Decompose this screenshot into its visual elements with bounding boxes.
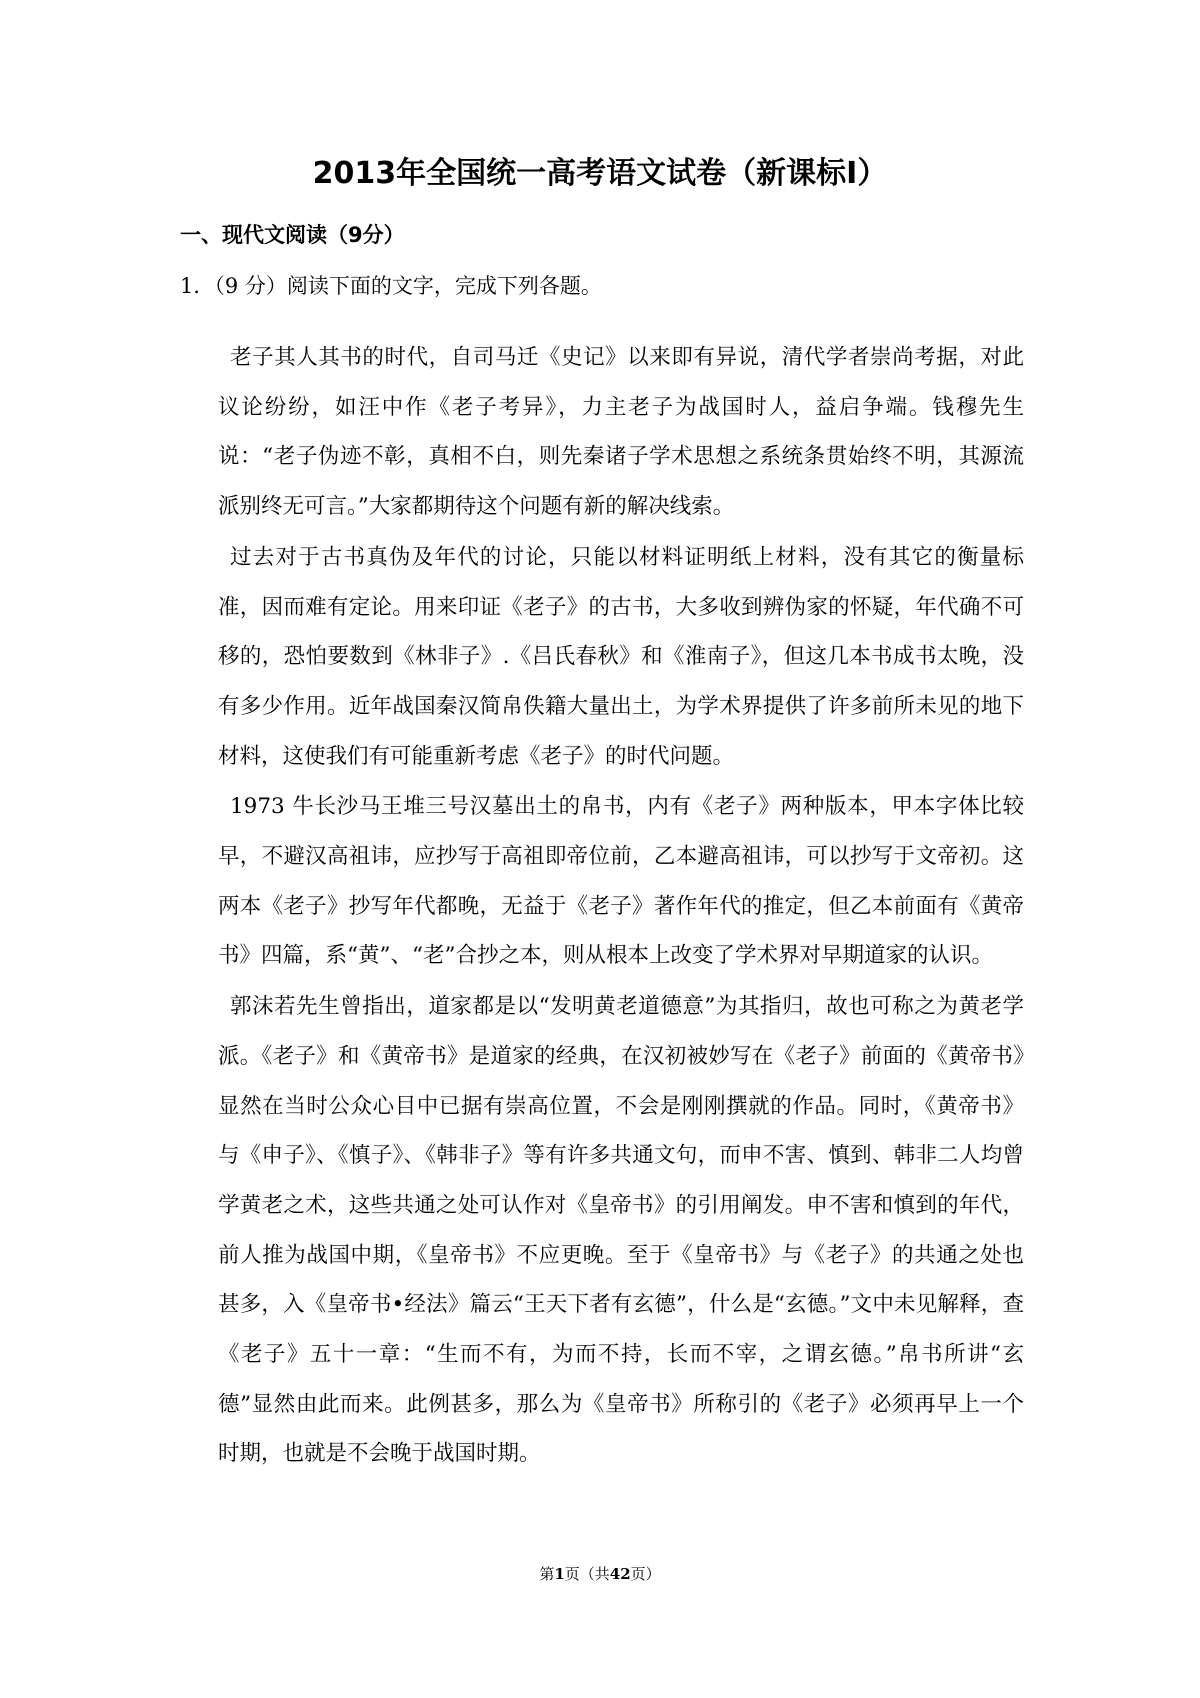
footer-page-number: 1 xyxy=(554,1565,565,1583)
page-footer xyxy=(0,1562,1200,1586)
passage-paragraph-4: 郭沫若先生曾指出，道家都是以“发明黄老道德意”为其指归，故也可称之为黄老学派。《老子》和《黄帝书》是道家的经典，在汉初被妙写在《老子》前面的《黄帝书》显然在当时公众心目中已据有崇高位置，不会是刚刚撰就的作品。同时，《黄帝书》与《申子》、《慎子》、《韩非子》等有许多共通文句，而申不害、慎到、韩非二人均曾学黄老之术，这些共通之处可认作对《皇帝书》的引用阐发。申不害和慎到的年代，前人推为战国中期，《皇帝书》不应更晚。至于《皇帝书》与《老子》的共通之处也甚多，入《皇帝书•经法》篇云“王天下者有玄德”，什么是“玄德。”文中未见解释，查《老子》五十一章：“生而不有，为而不持，长而不宰，之谓玄德。”帛书所讲“玄德”显然由此而来。此例甚多，那么为《皇帝书》所称引的《老子》必须再早上一个时期，也就是不会晚于战国时期。 xyxy=(218,994,1024,1467)
footer-suffix: 页） xyxy=(630,1565,661,1583)
passage-paragraph-1: 老子其人其书的时代，自司马迁《史记》以来即有异说，清代学者崇尚考据，对此议论纷纷，如汪中作《老子考异》，力主老子为战国时人，益启争端。钱穆先生说：“老子伪迹不彰，真相不白，则先秦诸子学术思想之系统条贯始终不明，其源流派别终无可言。”大家都期待这个问题有新的解决线索。 xyxy=(218,345,1024,520)
footer-middle: 页（共 xyxy=(564,1565,610,1583)
question-intro: 1．（9 分）阅读下面的文字，完成下列各题。 xyxy=(180,274,602,298)
footer-prefix: 第 xyxy=(539,1565,555,1583)
reading-passage xyxy=(218,333,1024,1479)
section-heading: 一、现代文阅读（9分） xyxy=(180,223,405,247)
passage-paragraph-2: 过去对于古书真伪及年代的讨论，只能以材料证明纸上材料，没有其它的衡量标准，因而难有定论。用来印证《老子》的古书，大多收到辨伪家的怀疑，年代确不可移的，恐怕要数到《林非子》.《吕氏春秋》和《淮南子》，但这几本书成书太晚，没有多少作用。近年战国秦汉简帛佚籍大量出土，为学术界提供了许多前所未见的地下材料，这使我们有可能重新考虑《老子》的时代问题。 xyxy=(218,544,1024,769)
passage-paragraph-3: 1973 牛长沙马王堆三号汉墓出土的帛书，内有《老子》两种版本，甲本字体比较早，不避汉高祖讳，应抄写于高祖即帝位前，乙本避高祖讳，可以抄写于文帝初。这两本《老子》抄写年代都晚，无益于《老子》著作年代的推定，但乙本前面有《黄帝书》四篇，系“黄”、“老”合抄之本，则从根本上改变了学术界对早期道家的认识。 xyxy=(218,794,1024,969)
footer-total-pages: 42 xyxy=(609,1565,631,1583)
document-title: 2013年全国统一高考语文试卷（新课标Ⅰ） xyxy=(312,156,888,191)
